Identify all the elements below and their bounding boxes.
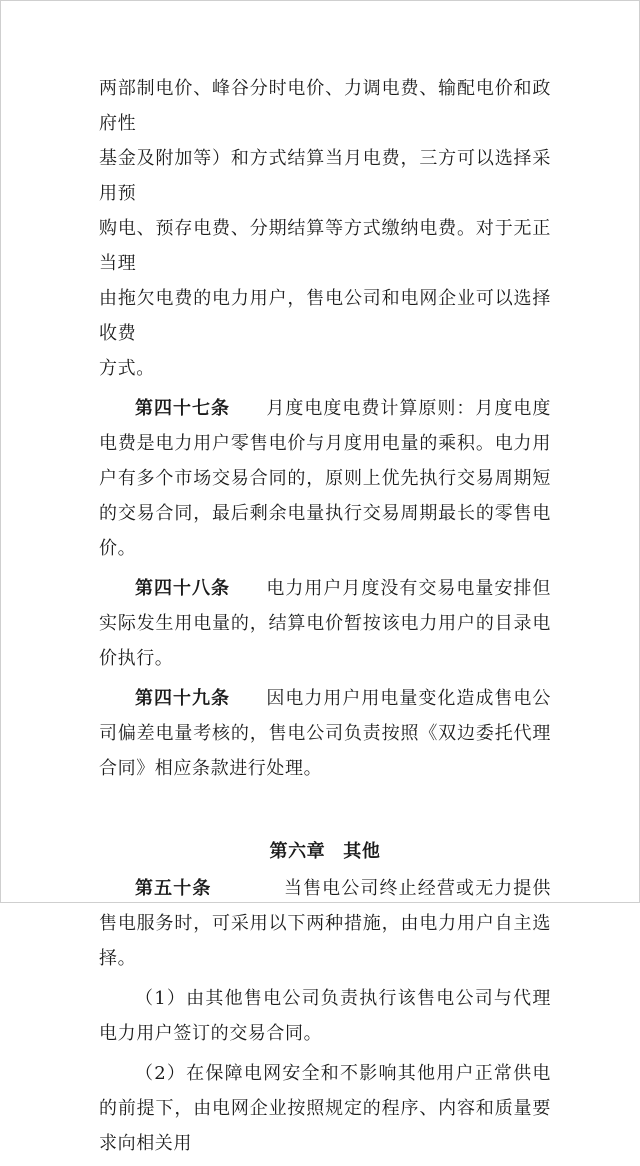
list-item-1: （1）由其他售电公司负责执行该售电公司与代理电力用户签订的交易合同。 [99,988,551,1044]
list-item-2: （2）在保障电网安全和不影响其他用户正常供电的前提下，由电网企业按照规定的程序、内容和质量要求向相关用 [99,1063,551,1154]
article-50-label: 第五十条 [135,878,212,899]
chapter-title: 其他 [343,841,381,862]
chapter-number: 第六章 [269,841,326,862]
article-48 [99,571,551,676]
article-49-text: 因电力用户用电量变化造成售电公司偏差电量考核的，售电公司负责按照《双边委托代理合同》相应条款进行处理。 [99,688,551,779]
article-50 [99,871,551,976]
intro-line: 购电、预存电费、分期结算等方式缴纳电费。对于无正当理 [99,218,551,274]
intro-line: 方式。 [99,358,155,379]
intro-line: 基金及附加等）和方式结算当月电费，三方可以选择采用预 [99,148,551,204]
intro-line: 两部制电价、峰谷分时电价、力调电费、输配电价和政府性 [99,78,551,134]
article-47 [99,391,551,566]
chapter-heading [99,834,551,869]
article-49 [99,681,551,786]
article-47-label: 第四十七条 [135,398,230,419]
article-48-text: 电力用户月度没有交易电量安排但实际发生用电量的，结算电价暂按该电力用户的目录电价执行。 [99,578,551,669]
intro-line: 由拖欠电费的电力用户，售电公司和电网企业可以选择收费 [99,288,551,344]
article-49-label: 第四十九条 [135,688,230,709]
article-50-text: 当售电公司终止经营或无力提供售电服务时，可采用以下两种措施，由电力用户自主选择。 [99,878,551,969]
article-48-label: 第四十八条 [135,578,230,599]
intro-paragraph [99,71,551,386]
article-47-text: 月度电度电费计算原则：月度电度电费是电力用户零售电价与月度用电量的乘积。电力用户有多个市场交易合同的，原则上优先执行交易周期短的交易合同，最后剩余电量执行交易周期最长的零售电价。 [99,398,551,559]
document-body [99,71,551,1166]
